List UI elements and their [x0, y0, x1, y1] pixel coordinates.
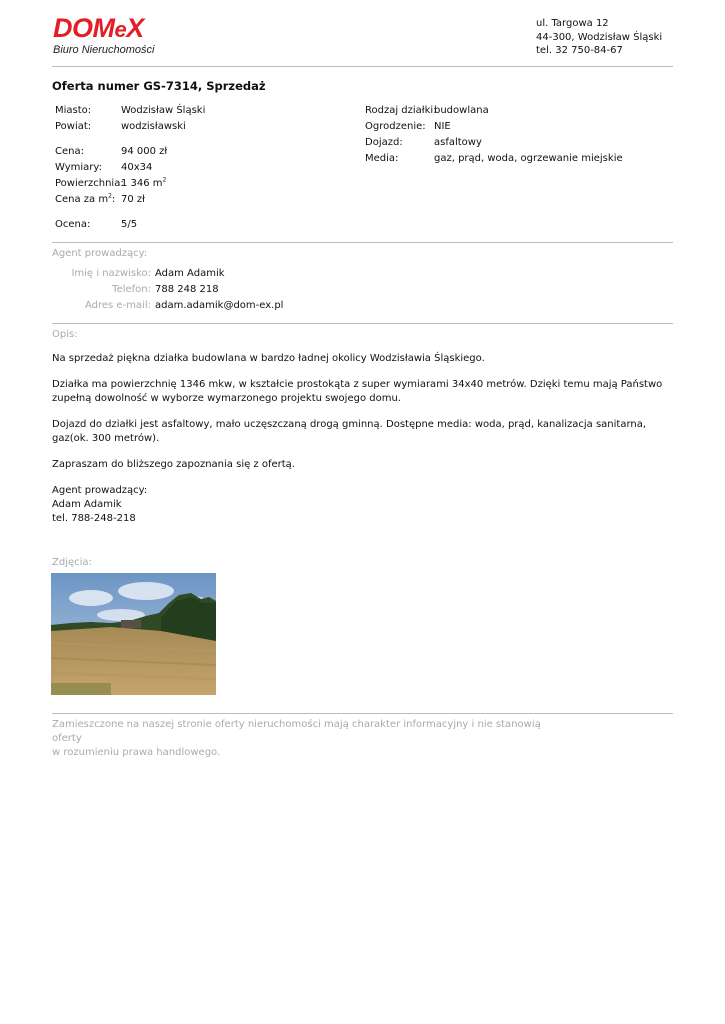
- description-paragraph: Zapraszam do bliższego zapoznania się z ofertą.: [52, 459, 295, 470]
- divider: [52, 66, 673, 67]
- description-paragraph: Działka ma powierzchnię 1346 mkw, w kształcie prostokąta z super wymiarami 34x40 metrów. Dzięki temu mają Państwo zupełną dowolność w wyborze wymarzonego projektu swojego domu.: [52, 379, 663, 404]
- logo-brand: DOMeX: [53, 13, 144, 43]
- footer-disclaimer: Zamieszczone na naszej stronie oferty nieruchomości mają charakter informacyjny i nie stanowią oferty w rozumieniu prawa handlowego.: [52, 719, 541, 758]
- signature-line: Agent prowadzący:: [52, 485, 148, 496]
- company-address: [536, 17, 662, 58]
- company-logo: [53, 14, 173, 56]
- photos-section-label: Zdjęcia:: [52, 557, 92, 568]
- agent-name-label: Imię i nazwisko:: [71, 268, 151, 279]
- agent-phone-label: Telefon:: [112, 284, 151, 295]
- agent-section-label: Agent prowadzący:: [52, 248, 148, 259]
- divider: [52, 713, 673, 714]
- property-photo[interactable]: [51, 573, 216, 695]
- signature-line: tel. 788-248-218: [52, 513, 136, 524]
- address-city: 44-300, Wodzisław Śląski: [536, 31, 663, 43]
- agent-email-link[interactable]: adam.adamik@dom-ex.pl: [155, 300, 284, 311]
- description-section-label: Opis:: [52, 329, 78, 340]
- agent-email-label: Adres e-mail:: [84, 300, 151, 311]
- divider: [52, 242, 673, 243]
- address-phone: tel. 32 750-84-67: [536, 45, 623, 56]
- description-paragraph: Dojazd do działki jest asfaltowy, mało uczęszczaną drogą gminną. Dostępne media: woda, prąd, kanalizacja sanitarna, gaz(ok. 300 metrów).: [52, 419, 647, 444]
- logo-tagline: Biuro Nieruchomości: [53, 44, 155, 56]
- agent-phone[interactable]: 788 248 218: [155, 284, 219, 295]
- description-paragraph: Na sprzedaż piękna działka budowlana w bardzo ładnej okolicy Wodzisławia Śląskiego.: [52, 353, 485, 364]
- agent-name: Adam Adamik: [155, 268, 225, 279]
- signature-line: Adam Adamik: [52, 499, 122, 510]
- divider: [52, 323, 673, 324]
- offer-title: Oferta numer GS-7314, Sprzedaż: [52, 79, 266, 93]
- description-body: [52, 352, 672, 526]
- address-street: ul. Targowa 12: [536, 18, 609, 29]
